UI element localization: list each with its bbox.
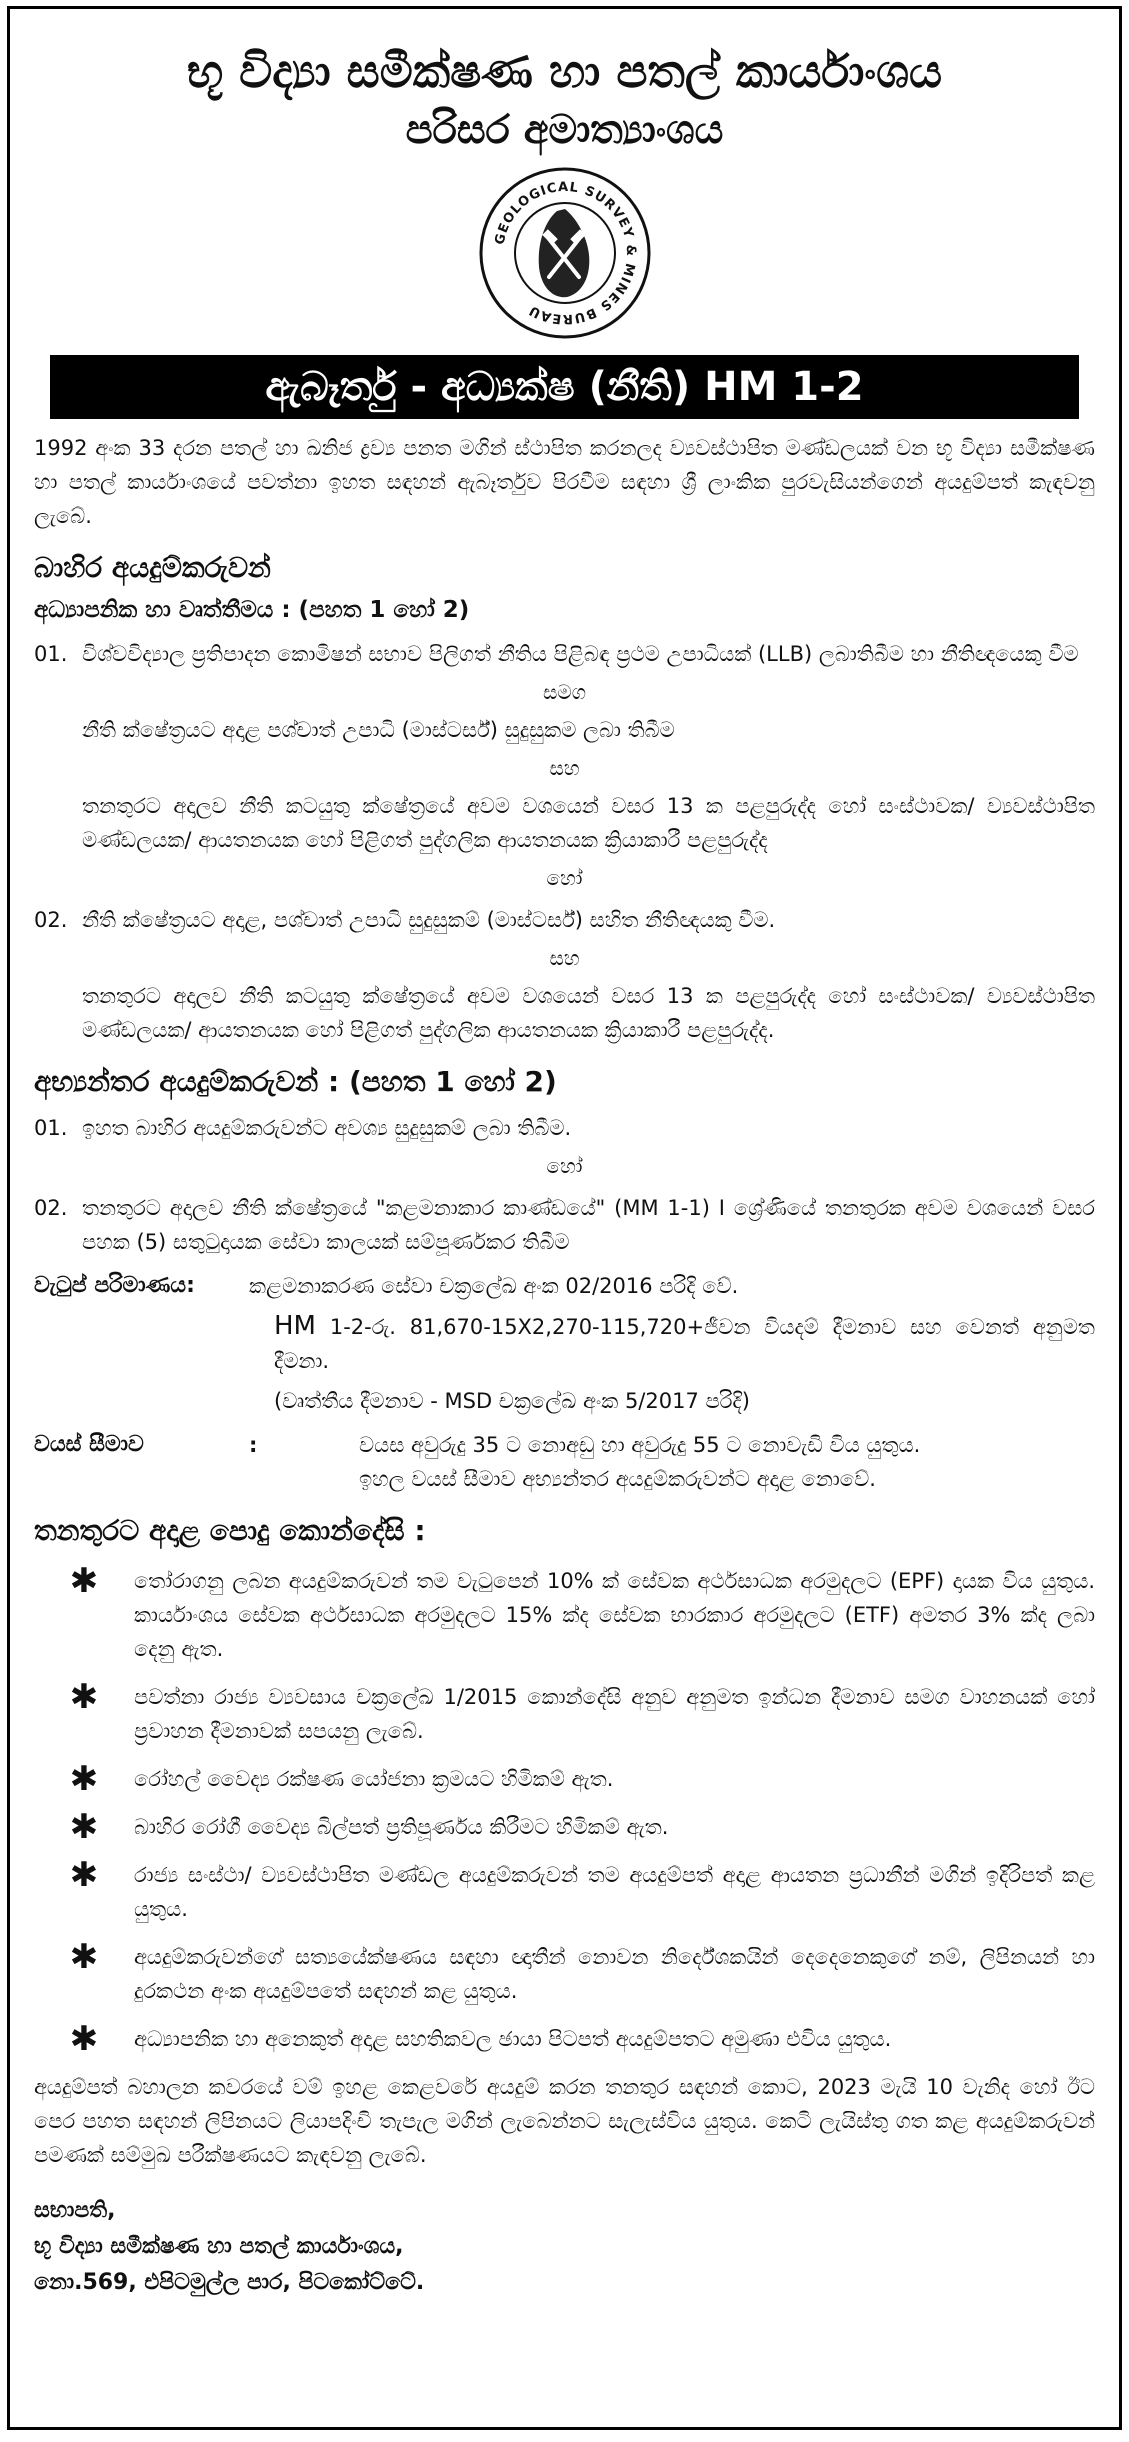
salary-circular: කළමනාකරණ සේවා චක්‍රලේඛ අංක 02/2016 පරිදි වේ. xyxy=(249,1273,739,1298)
connector-with: සමග xyxy=(542,679,587,704)
age-limit-text: වයස අවුරුදු 35 ට නොඅඩු හා අවුරුදු 55 ට නොවැඩි විය යුතුය. xyxy=(359,1432,921,1457)
connector-or: හෝ xyxy=(546,865,583,890)
asterisk-icon: ✱ xyxy=(69,1758,99,1799)
signature-title: සභාපති, xyxy=(34,2197,116,2223)
condition-item xyxy=(34,1676,1095,1748)
condition-item xyxy=(34,1854,1095,1926)
item-text: තනතුරට අදාලව නීති ක්ෂේත්‍රයේ "කළමනාකාර කාණ්ඩයේ" (MM 1-1) I ශ්‍රේණියේ තනතුරක අවම වශයෙන් වසර පහක (5) සතුටුදායක සේවා කාලයක් සම්පූර්ණකර තිබීම xyxy=(82,1195,1095,1254)
condition-item xyxy=(34,1936,1095,2008)
condition-text: රෝහල් වෛද්‍ය රක්ෂණ යෝජනා ක්‍රමයට හිමිකම් ඇත. xyxy=(134,1766,614,1791)
external-item-1 xyxy=(34,637,1095,671)
external-item-2 xyxy=(34,903,1095,937)
position-banner: ඇබෑර්තු - අධ්‍යක්ෂ (නීති) HM 1-2 xyxy=(50,355,1079,419)
condition-text: අයදුම්කරුවන්ගේ සත්‍යයේක්ෂණය සඳහා ඥාතීන් නොවන නිර්දේශකයින් දෙදෙනෙකුගේ නම්, ලිපිනයන් හා දුරකථන අංක අයදුම්පතේ සඳහන් කළ යුතුය. xyxy=(134,1944,1095,2003)
condition-text: තෝරාගනු ලබන අයදුම්කරුවන් තම වැටුපෙන් 10% ක් සේවක අර්ථසාධක අරමුදලට (EPF) දායක විය යුතුය. කාර්යාංශය සේවක අර්ථසාධක අරමුදලට 15% ක්ද සේවක භාරකාර අරමුදලට (ETF) අමතර 3% ක්ද ලබා දෙනු ඇත. xyxy=(134,1568,1095,1661)
connector-and: සහ xyxy=(549,755,580,780)
item-number: 01. xyxy=(34,641,68,666)
connector-or: හෝ xyxy=(546,1153,583,1178)
salary-label: වැටුප් පරිමාණය: xyxy=(34,1272,195,1298)
signature-block xyxy=(34,2193,1095,2301)
age-row xyxy=(34,1428,1095,1462)
internal-applicants-heading: අභ්‍යන්තර අයදුම්කරුවන් : (පහත 1 හෝ 2) xyxy=(34,1064,557,1098)
item-text: නීති ක්ෂේත්‍රයට අදාළ, පශ්චාත් උපාධි සුදුසුකම් (මාස්ටර්ස්) සහිත නීතිඥයකු වීම. xyxy=(82,907,776,932)
age-note: ඉහල වයස් සීමාව අභ්‍යන්තර අයදුම්කරුවන්ට අදාළ නොවේ. xyxy=(359,1466,876,1491)
seal-lettering: GEOLOGICAL SURVEY & MINES BUREAU xyxy=(491,179,638,326)
age-separator: : xyxy=(249,1432,258,1457)
salary-scale-text: 1-2-රු. 81,670-15X2,270-115,720+ජීවන වියදම් දීමනාව සහ වෙනත් අනුමත දීමනා. xyxy=(274,1314,1095,1373)
signature-organization: භූ විද්‍යා සමීක්ෂණ හා පතල් කාර්යාංශය, xyxy=(34,2233,404,2259)
condition-item xyxy=(34,1758,1095,1799)
asterisk-icon: ✱ xyxy=(69,1854,99,1895)
age-label: වයස් සීමාව xyxy=(34,1431,144,1457)
item-number: 02. xyxy=(34,907,68,932)
external-applicants-heading: බාහිර අයදුම්කරුවන් xyxy=(34,550,271,584)
experience-requirement: තනතුරට අදාලව නීති කටයුතු ක්ෂේත්‍රයේ අවම වශයෙන් වසර 13 ක පළපුරුද්ද හෝ සංස්ථාවක/ ව්‍යවස්ථාපිත මණ්ඩලයක/ ආයතනයක හෝ පිළිගත් පුද්ගලික ආයතනයක ක්‍රියාකාරී පළපුරුද්ද. xyxy=(82,983,1095,1042)
bureau-seal-icon xyxy=(475,163,655,343)
asterisk-icon: ✱ xyxy=(69,1806,99,1847)
signature-address: නො.569, එපිටමුල්ල පාර, පිටකෝට්ටේ. xyxy=(34,2269,425,2295)
postgrad-requirement: නීති ක්ෂේත්‍රයට අදාළ පශ්චාත් උපාධි (මාස්ටර්ස්) සුදුසුකම ලබා තිබීම xyxy=(82,717,675,742)
bureau-logo xyxy=(34,163,1095,343)
condition-text: රාජ්‍ය සංස්ථා/ ව්‍යවස්ථාපිත මණ්ඩල අයදුම්කරුවන් තම අයදුම්පත් අදාළ ආයතන ප්‍රධානීන් මගින් ඉදිරිපත් කළ යුතුය. xyxy=(134,1862,1095,1921)
professional-allowance: (වෘත්තීය දීමනාව - MSD චක්‍රලේඛ අංක 5/2017 පරිදි) xyxy=(274,1388,750,1413)
connector-and: සහ xyxy=(549,945,580,970)
closing-instructions: අයදුම්පත් බහාලන කවරයේ වම් ඉහළ කෙළවරේ අයදුම් කරන තනතුර සඳහන් කොට, 2023 මැයි 10 වැනිද හෝ ඊට පෙර පහත සඳහන් ලිපිනයට ලියාපදිංචි තැපැල මගින් ලැබෙන්නට සැලැස්විය යුතුය. කෙටි ලැයිස්තු ගත කළ අයදුම්කරුවන් පමණක් සම්මුඛ පරීක්ෂණයට කැඳවනු ලැබේ. xyxy=(34,2074,1095,2167)
condition-text: පවත්නා රාජ්‍ය ව්‍යවසාය චක්‍රලේඛ 1/2015 කොන්දේසි අනුව අනුමත ඉන්ධන දීමනාව සමග වාහනයක් හෝ ප්‍රවාහන දීමනාවක් සපයනු ලැබේ. xyxy=(134,1684,1095,1743)
internal-item-1 xyxy=(34,1111,1095,1145)
asterisk-icon: ✱ xyxy=(69,1560,99,1601)
internal-item-2 xyxy=(34,1191,1095,1259)
asterisk-icon: ✱ xyxy=(69,1936,99,1977)
salary-scale-code: HM xyxy=(274,1310,316,1341)
condition-text: අධ්‍යාපනික හා අනෙකුත් අදාළ සහතිකවල ඡායා පිටපත් අයදුම්පතට අමුණා එවිය යුතුය. xyxy=(134,2026,892,2051)
condition-item xyxy=(34,2018,1095,2059)
item-number: 01. xyxy=(34,1115,68,1140)
item-text: විශ්වවිද්‍යාල ප්‍රතිපාදන කොමිෂන් සභාව පිලිගත් නීතිය පිළිබඳ ප්‍රථම උපාධියක් (LLB) ලබාතිබීම හා නීතිඥයෙකු වීම xyxy=(82,641,1079,666)
intro-paragraph: 1992 අංක 33 දරන පතල් හා ඛනිජ ද්‍රව්‍ය පනත මගින් ස්ථාපිත කරනලද ව්‍යවස්ථාපිත මණ්ඩලයක් වන භූ විද්‍යා සමීක්ෂණ හා පතල් කාර්යාංශයේ පවත්නා ඉහත සඳහන් ඇබෑර්තුව පිරවීම සඳහා ශ්‍රී ලාංකික පුරවැසියන්ගෙන් අයදුම්පත් කැඳවනු ලැබේ. xyxy=(34,435,1095,528)
external-qualifications-subheading: අධ්‍යාපනික හා වෘත්තීමය : (පහත 1 හෝ 2) xyxy=(34,596,470,623)
ministry-title: පරිසර අමාත්‍යාංශය xyxy=(405,106,724,153)
condition-item xyxy=(34,1806,1095,1847)
bureau-title: භූ විද්‍යා සමීක්ෂණ හා පතල් කාර්යාංශය xyxy=(186,44,943,98)
item-number: 02. xyxy=(34,1195,68,1220)
asterisk-icon: ✱ xyxy=(69,1676,99,1717)
item-text: ඉහත බාහිර අයදුම්කරුවන්ට අවශ්‍ය සුදුසුකම් ලබා තිබීම. xyxy=(82,1115,572,1140)
salary-row xyxy=(34,1269,1095,1303)
salary-scale xyxy=(274,1309,1095,1378)
condition-text: බාහිර රෝගී වෛද්‍ය බිල්පත් ප්‍රතිපූර්ණය කිරීමට හිමිකම් ඇත. xyxy=(134,1814,669,1839)
experience-requirement: තනතුරට අදාලව නීති කටයුතු ක්ෂේත්‍රයේ අවම වශයෙන් වසර 13 ක පළපුරුද්ද හෝ සංස්ථාවක/ ව්‍යවස්ථාපිත මණ්ඩලයක/ ආයතනයක හෝ පිළිගත් පුද්ගලික ආයතනයක ක්‍රියාකාරී පළපුරුද්ද xyxy=(82,793,1095,852)
asterisk-icon: ✱ xyxy=(69,2018,99,2059)
conditions-heading: තනතුරට අදාළ පොදු කොන්දේසි : xyxy=(34,1513,426,1547)
condition-item xyxy=(34,1560,1095,1666)
advertisement-page xyxy=(7,6,1122,2430)
